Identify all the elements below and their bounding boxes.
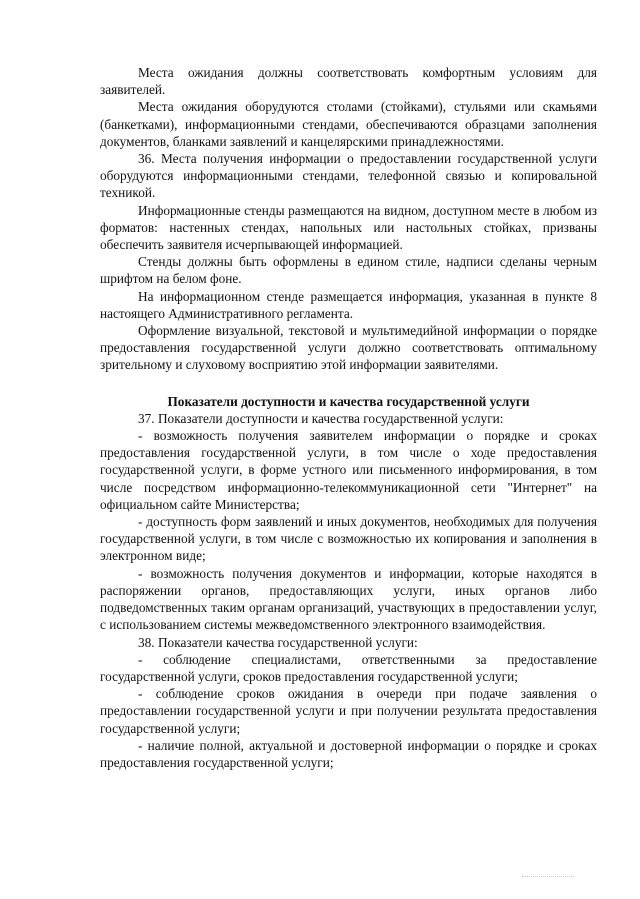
list-item: - доступность форм заявлений и иных документов, необходимых для получения государственной услуги, в том числе с возможностью их копирования и заполнения в электронном виде;: [100, 514, 597, 564]
paragraph: На информационном стенде размещается информация, указанная в пункте 8 настоящего Административного регламента.: [100, 288, 597, 321]
scan-artifact: [522, 876, 574, 879]
paragraph: 38. Показатели качества государственной услуги:: [138, 634, 418, 650]
section-heading: Показатели доступности и качества государственной услуги: [167, 393, 530, 409]
list-item: - соблюдение сроков ожидания в очереди при подаче заявления о предоставлении государственной услуги и при получении результата предоставления государственной услуги;: [100, 686, 597, 736]
list-item: - возможность получения заявителем информации о порядке и сроках предоставления государственной услуги, в том числе о ходе предоставления государственной услуги, в форме устного или письменного информирования, в том числе посредством информационно-телекоммуникационной сети "Интернет" на официальном сайте Министерства;: [100, 428, 597, 512]
paragraph: Места ожидания оборудуются столами (стойками), стульями или скамьями (банкетками), информационными стендами, обеспечиваются образцами заполнения документов, бланками заявлений и канцелярскими принадлежностями.: [100, 99, 597, 149]
paragraph: Оформление визуальной, текстовой и мультимедийной информации о порядке предоставления государственной услуги должно соответствовать оптимальному зрительному и слуховому восприятию этой информации заявителями.: [100, 323, 597, 373]
paragraph: 36. Места получения информации о предоставлении государственной услуги оборудуются информационными стендами, телефонной связью и копировальной техникой.: [100, 151, 597, 201]
paragraph: Места ожидания должны соответствовать комфортным условиям для заявителей.: [100, 65, 597, 98]
list-item: - соблюдение специалистами, ответственными за предоставление государственной услуги, сроков предоставления государственной услуги;: [100, 651, 597, 684]
paragraph: 37. Показатели доступности и качества государственной услуги:: [138, 410, 504, 426]
list-item: - наличие полной, актуальной и достоверной информации о порядке и сроках предоставления государственной услуги;: [100, 737, 597, 770]
list-item: - возможность получения документов и информации, которые находятся в распоряжении органов, предоставляющих услуги, иных органов либо подведомственных таким органам организаций, участвующих в предоставлении услуг, с использованием системы межведомственного электронного взаимодействия.: [100, 565, 597, 633]
paragraph: Стенды должны быть оформлены в едином стиле, надписи сделаны черным шрифтом на белом фоне.: [100, 254, 597, 287]
document-body: [100, 64, 597, 771]
paragraph: Информационные стенды размещаются на видном, доступном месте в любом из форматов: настенных стендах, напольных или настольных стойках, призваны обеспечить заявителя исчерпывающей информацией.: [100, 202, 597, 253]
